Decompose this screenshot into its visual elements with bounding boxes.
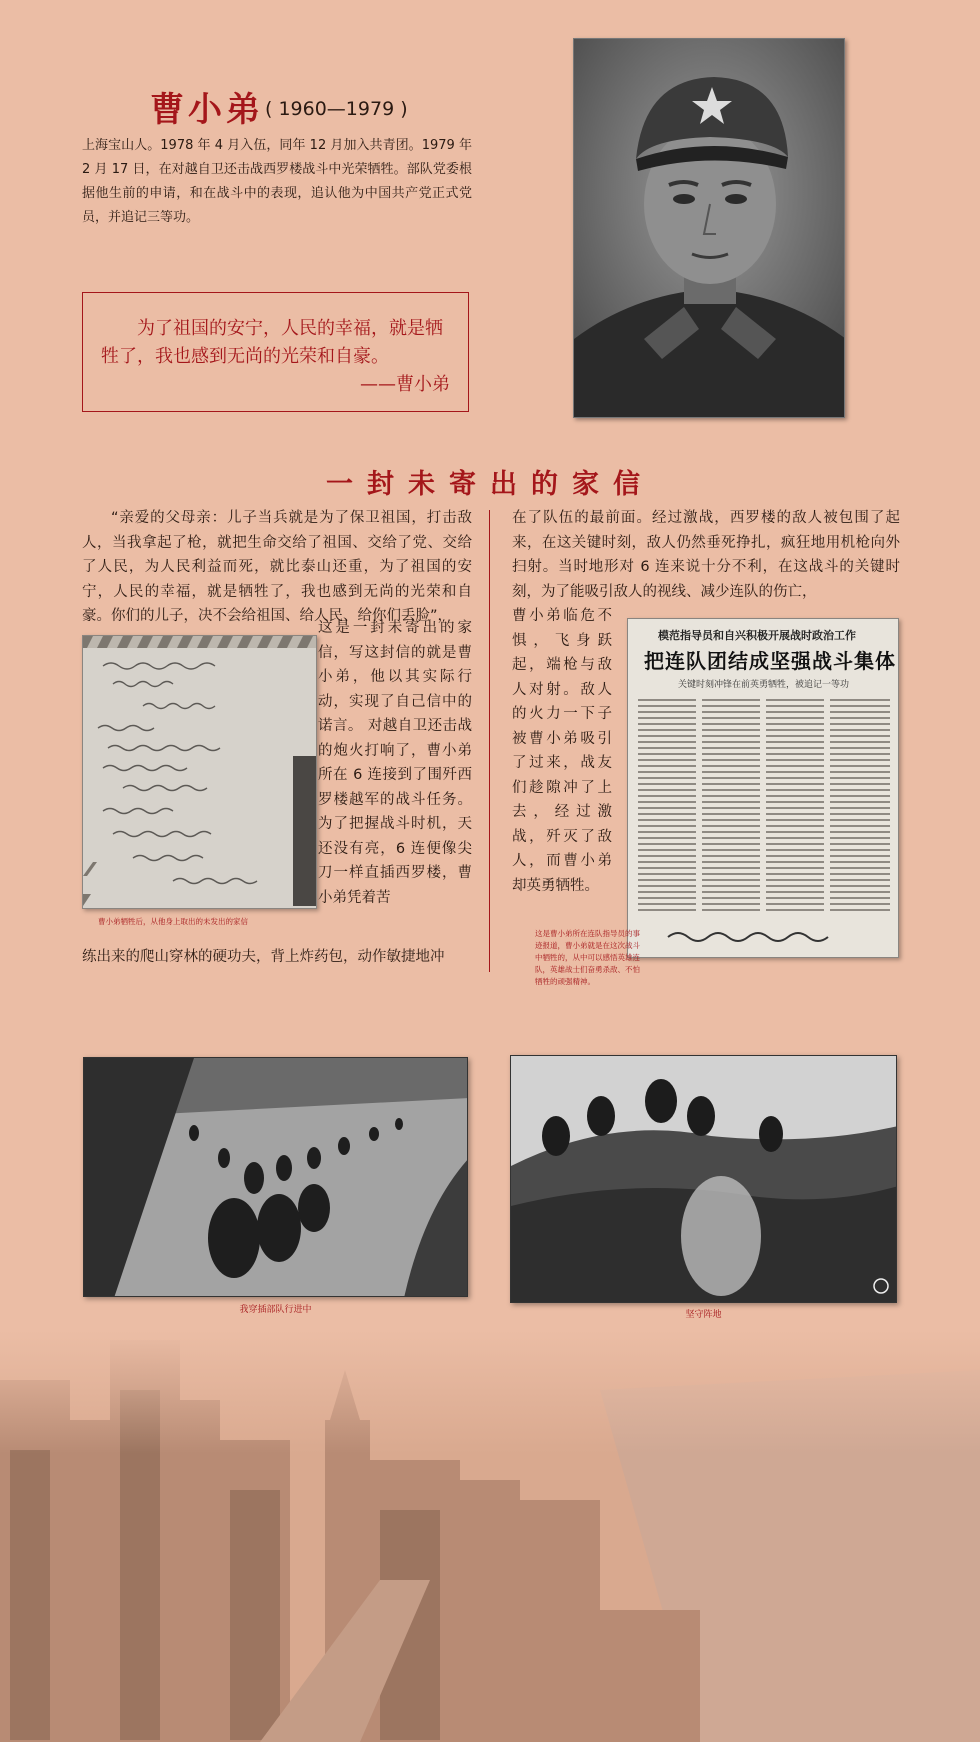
newspaper-subhead: 关键时刻冲锋在前英勇牺牲，被追记一等功 <box>678 680 850 690</box>
column-divider <box>489 510 490 972</box>
article-col2-top: 在了队伍的最前面。经过激战，西罗楼的敌人被包围了起来，在这关键时刻，敌人仍然垂死挣扎，疯狂地用机枪向外扫射。当时地形对 6 连来说十分不利，在这战斗的关键时刻，为了能吸引敌人的视线、减少连队的伤亡， <box>512 510 900 600</box>
section-title: 一封未寄出的家信 <box>326 469 654 500</box>
article-col2-left: 曹小弟临危不惧，飞身跃起，端枪与敌人对射。敌人的火力一下子被曹小弟吸引了过来，战友们趁隙冲了上去，经过激战，歼灭了敌人，而曹小弟却英勇牺牲。 <box>512 608 612 894</box>
newspaper-headline: 把连队团结成坚强战斗集体 <box>644 649 896 673</box>
article-bottom-left: 练出来的爬山穿林的硬功夫，背上炸药包，动作敏捷地冲 <box>82 949 445 965</box>
letter-caption: 曹小弟牺牲后，从他身上取出的未发出的家信 <box>98 917 248 926</box>
hold-position-photo <box>510 1055 897 1303</box>
person-bio: 上海宝山人。1978 年 4 月入伍，同年 12 月加入共青团。1979 年 2 月 17 日，在对越自卫还击战西罗楼战斗中光荣牺牲。部队党委根据他生前的申请，和在战斗中的表现，追认他为中国共产党正式党员，并追记三等功。 <box>82 138 472 225</box>
hold-position-illustration <box>511 1056 897 1303</box>
newspaper-clipping <box>627 618 899 958</box>
article-right-of-letter: 这是一封未寄出的家信，写这封信的就是曹小弟，他以其实际行动，实现了自己信中的诺言。 对越自卫还击战的炮火打响了，曹小弟所在 6 连接到了围歼西罗楼越军的战斗任务。为了把握战斗时机，天还没有亮，6 连便像尖刀一样直插西罗楼，曹小弟凭着苦 <box>318 620 472 906</box>
quote-author: ——曹小弟 <box>360 374 450 395</box>
quote-text: 为了祖国的安宁，人民的幸福，就是牺牲了，我也感到无尚的光荣和自豪。 <box>101 318 443 367</box>
portrait-illustration <box>574 39 845 418</box>
newspaper-text-illustration <box>628 619 899 958</box>
article-intro: “亲爱的父母亲：儿子当兵就是为了保卫祖国，打击敌人，当我拿起了枪，就把生命交给了祖国、交给了党、交给了人民，为人民利益而死，就比泰山还重，为了祖国的安宁，人民的幸福，就是牺牲了，我也感到无尚的光荣和自豪。你们的儿子，决不会给祖国、给人民、给你们丢脸”， <box>82 510 472 624</box>
newspaper-kicker: 模范指导员和自兴积极开展战时政治工作 <box>658 629 856 642</box>
hold-position-caption: 坚守阵地 <box>685 1310 722 1320</box>
march-illustration <box>84 1058 468 1297</box>
person-years: ( 1960—1979 ) <box>265 98 408 120</box>
letter-photo <box>82 635 317 909</box>
cityscape-background <box>0 1330 980 1742</box>
portrait-photo <box>573 38 845 418</box>
person-name: 曹小弟 <box>150 90 264 130</box>
march-caption: 我穿插部队行进中 <box>239 1305 312 1315</box>
letter-illustration <box>83 636 317 909</box>
march-photo <box>83 1057 468 1297</box>
cityscape-illustration <box>0 1330 980 1742</box>
quote-box <box>82 292 469 412</box>
newspaper-caption: 这是曹小弟所在连队指导员的事迹报道，曹小弟就是在这次战斗中牺牲的，从中可以感悟英雄连队，英雄战士们奋勇杀敌、不怕牺牲的顽强精神。 <box>535 929 640 986</box>
